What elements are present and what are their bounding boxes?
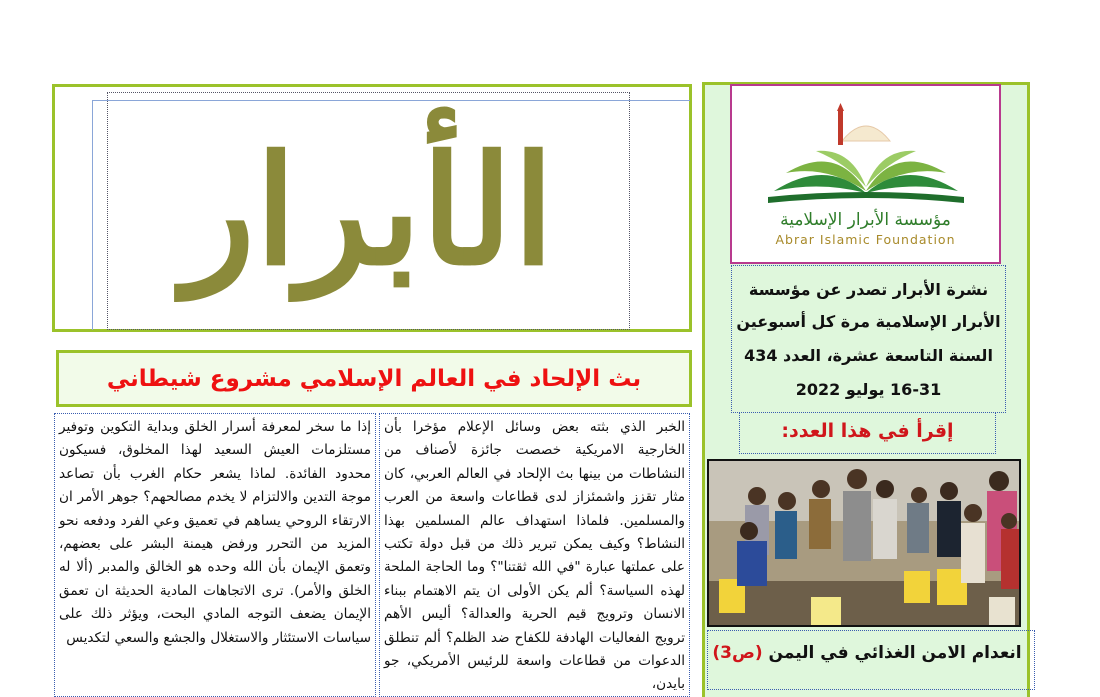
- masthead-title: الأبرار: [182, 123, 555, 299]
- photo-caption-page-ref[interactable]: (ص3): [712, 643, 763, 663]
- in-this-issue-label: إقرأ في هذا العدد:: [781, 420, 954, 442]
- news-photo: [707, 459, 1021, 627]
- layout-guide-left: [92, 100, 93, 330]
- logo-arabic-name: مؤسسة الأبرار الإسلامية: [780, 210, 951, 230]
- issue-date: 16-31 يوليو 2022: [795, 380, 942, 399]
- article-column-left: إذا ما سخر لمعرفة أسرار الخلق وبداية التكوين وتوفير مستلزمات العيش السعيد لهذا المخلوق، فسيكون محدود الفائدة. لماذا يشعر حكام الغرب بأن تصاعد موجة التدين والالتزام لا يخدم مصالحهم؟ جوهر الأمر ان الارتقاء الروحي يساهم في تعميق وعي الفرد ودفعه نحو المزيد من التحرر ورفض هيمنة البشر على بعضهم، وتعمق الإيمان بأن الله وحده هو الخالق والمدبر (ألا له الخلق والأمر). ترى الاتجاهات المادية الحديثة ان تعمق الإيمان يضعف التوجه المادي البحت، ويؤثر ذلك على سياسات الاستئثار والاستغلال والجشع والسعي لتكديس: [54, 413, 376, 697]
- photo-caption: [707, 643, 1027, 663]
- article-column-right: الخبر الذي بثته بعض وسائل الإعلام مؤخرا بأن الخارجية الامريكية خصصت جائزة لأصناف من النشاطات من بينها بث الإلحاد في العالم العربي، كان مثار تقزز واشمئزاز لدى قطاعات واسعة من العرب والمسلمين. فلماذا استهداف عالم المسلمين بهذا النشاط؟ وكيف يمكن تبرير ذلك من قبل دولة تكتب على عملتها عبارة "في الله ثقتنا"؟ وما الحاجة الملحة لهذه السياسة؟ ألم يكن الأولى ان يتم الاهتمام ببناء الانسان وترويج قيم الحرية والعدالة؟ أليس الأهم ترويج الفعاليات الهادفة للكفاح ضد الظلم؟ ألم تنطلق الدعوات من قطاعات واسعة للرئيس الأمريكي، جو بايدن،: [379, 413, 690, 697]
- issue-info-line-2: الأبرار الإسلامية مرة كل أسبوعين: [736, 312, 1001, 331]
- photo-caption-text: انعدام الامن الغذائي في اليمن: [768, 643, 1022, 663]
- headline: بث الإلحاد في العالم الإسلامي مشروع شيطاني: [106, 365, 642, 392]
- foundation-logo-icon: [766, 103, 966, 215]
- issue-info-line-3: السنة التاسعة عشرة، العدد 434: [744, 346, 993, 365]
- issue-info-line-1: نشرة الأبرار تصدر عن مؤسسة: [748, 280, 989, 299]
- logo-english-name: Abrar Islamic Foundation: [775, 232, 956, 247]
